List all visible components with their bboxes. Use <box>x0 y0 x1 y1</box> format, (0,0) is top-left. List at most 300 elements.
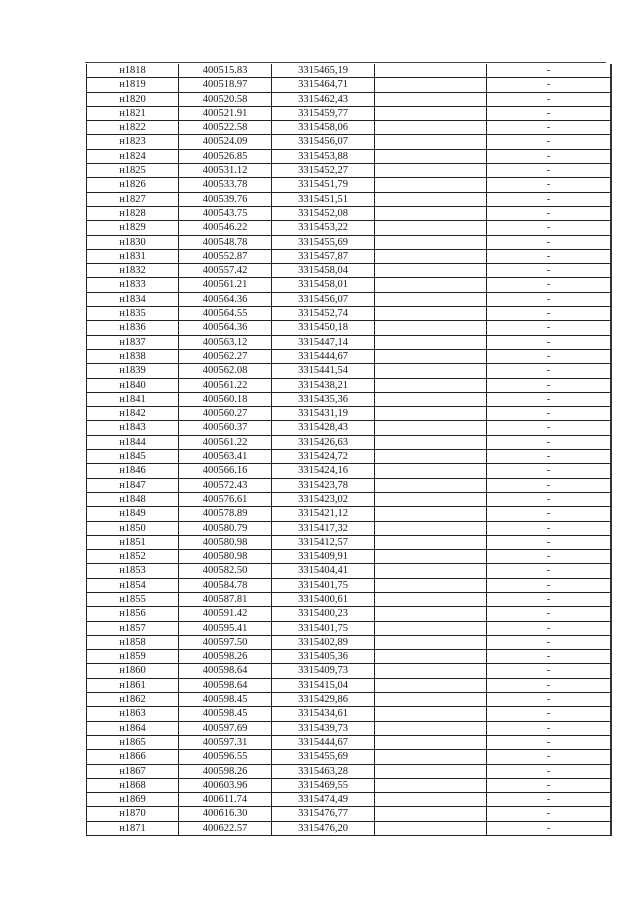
y-coordinate-cell: 3315463,28 <box>272 764 375 778</box>
table-row <box>87 106 612 120</box>
x-coordinate-cell: 400598.26 <box>179 650 272 664</box>
x-coordinate-cell: 400560.37 <box>179 421 272 435</box>
point-number-cell: н1858 <box>87 635 179 649</box>
y-coordinate-cell: 3315409,73 <box>272 664 375 678</box>
table-row <box>87 392 612 406</box>
empty-cell <box>375 392 487 406</box>
empty-cell <box>375 307 487 321</box>
y-coordinate-cell: 3315453,22 <box>272 221 375 235</box>
x-coordinate-cell: 400521.91 <box>179 106 272 120</box>
x-coordinate-cell: 400595.41 <box>179 621 272 635</box>
point-number-cell: н1828 <box>87 206 179 220</box>
point-number-cell: н1857 <box>87 621 179 635</box>
empty-cell <box>375 321 487 335</box>
x-coordinate-cell: 400622.57 <box>179 821 272 835</box>
x-coordinate-cell: 400562.08 <box>179 364 272 378</box>
point-number-cell: н1834 <box>87 292 179 306</box>
note-cell: - <box>487 507 612 521</box>
table-row <box>87 135 612 149</box>
note-cell: - <box>487 764 612 778</box>
note-cell: - <box>487 178 612 192</box>
empty-cell <box>375 349 487 363</box>
note-cell: - <box>487 707 612 721</box>
y-coordinate-cell: 3315476,20 <box>272 821 375 835</box>
x-coordinate-cell: 400572.43 <box>179 478 272 492</box>
note-cell: - <box>487 78 612 92</box>
y-coordinate-cell: 3315431,19 <box>272 407 375 421</box>
point-number-cell: н1860 <box>87 664 179 678</box>
point-number-cell: н1863 <box>87 707 179 721</box>
table-row <box>87 378 612 392</box>
y-coordinate-cell: 3315426,63 <box>272 435 375 449</box>
empty-cell <box>375 364 487 378</box>
point-number-cell: н1870 <box>87 807 179 821</box>
empty-cell <box>375 550 487 564</box>
empty-cell <box>375 721 487 735</box>
y-coordinate-cell: 3315412,57 <box>272 535 375 549</box>
y-coordinate-cell: 3315402,89 <box>272 635 375 649</box>
note-cell: - <box>487 650 612 664</box>
empty-cell <box>375 778 487 792</box>
y-coordinate-cell: 3315464,71 <box>272 78 375 92</box>
table-row <box>87 478 612 492</box>
note-cell: - <box>487 407 612 421</box>
table-row <box>87 421 612 435</box>
y-coordinate-cell: 3315405,36 <box>272 650 375 664</box>
note-cell: - <box>487 778 612 792</box>
x-coordinate-cell: 400526.85 <box>179 149 272 163</box>
table-row <box>87 307 612 321</box>
point-number-cell: н1833 <box>87 278 179 292</box>
empty-cell <box>375 206 487 220</box>
note-cell: - <box>487 821 612 835</box>
x-coordinate-cell: 400524.09 <box>179 135 272 149</box>
y-coordinate-cell: 3315404,41 <box>272 564 375 578</box>
point-number-cell: н1869 <box>87 793 179 807</box>
empty-cell <box>375 435 487 449</box>
table-row <box>87 507 612 521</box>
empty-cell <box>375 178 487 192</box>
empty-cell <box>375 521 487 535</box>
empty-cell <box>375 378 487 392</box>
note-cell: - <box>487 307 612 321</box>
empty-cell <box>375 278 487 292</box>
note-cell: - <box>487 464 612 478</box>
x-coordinate-cell: 400564.36 <box>179 292 272 306</box>
table-row <box>87 192 612 206</box>
table-row <box>87 592 612 606</box>
note-cell: - <box>487 678 612 692</box>
y-coordinate-cell: 3315452,27 <box>272 164 375 178</box>
empty-cell <box>375 221 487 235</box>
note-cell: - <box>487 535 612 549</box>
point-number-cell: н1859 <box>87 650 179 664</box>
point-number-cell: н1824 <box>87 149 179 163</box>
table-row <box>87 492 612 506</box>
point-number-cell: н1844 <box>87 435 179 449</box>
point-number-cell: н1838 <box>87 349 179 363</box>
table-row <box>87 264 612 278</box>
note-cell: - <box>487 278 612 292</box>
table-row <box>87 235 612 249</box>
point-number-cell: н1846 <box>87 464 179 478</box>
point-number-cell: н1822 <box>87 121 179 135</box>
table-row <box>87 364 612 378</box>
x-coordinate-cell: 400560.18 <box>179 392 272 406</box>
x-coordinate-cell: 400563.41 <box>179 450 272 464</box>
point-number-cell: н1865 <box>87 735 179 749</box>
point-number-cell: н1832 <box>87 264 179 278</box>
y-coordinate-cell: 3315455,69 <box>272 235 375 249</box>
point-number-cell: н1842 <box>87 407 179 421</box>
point-number-cell: н1853 <box>87 564 179 578</box>
point-number-cell: н1850 <box>87 521 179 535</box>
empty-cell <box>375 407 487 421</box>
table-row <box>87 735 612 749</box>
x-coordinate-cell: 400598.26 <box>179 764 272 778</box>
y-coordinate-cell: 3315450,18 <box>272 321 375 335</box>
point-number-cell: н1849 <box>87 507 179 521</box>
empty-cell <box>375 192 487 206</box>
x-coordinate-cell: 400531.12 <box>179 164 272 178</box>
empty-cell <box>375 821 487 835</box>
x-coordinate-cell: 400561.22 <box>179 378 272 392</box>
note-cell: - <box>487 106 612 120</box>
y-coordinate-cell: 3315456,07 <box>272 292 375 306</box>
y-coordinate-cell: 3315474,49 <box>272 793 375 807</box>
empty-cell <box>375 592 487 606</box>
x-coordinate-cell: 400580.98 <box>179 535 272 549</box>
coordinates-table <box>86 64 612 836</box>
x-coordinate-cell: 400533.78 <box>179 178 272 192</box>
table-row <box>87 335 612 349</box>
table-row <box>87 164 612 178</box>
empty-cell <box>375 106 487 120</box>
note-cell: - <box>487 378 612 392</box>
note-cell: - <box>487 564 612 578</box>
note-cell: - <box>487 450 612 464</box>
empty-cell <box>375 335 487 349</box>
y-coordinate-cell: 3315444,67 <box>272 349 375 363</box>
point-number-cell: н1852 <box>87 550 179 564</box>
point-number-cell: н1840 <box>87 378 179 392</box>
x-coordinate-cell: 400546.22 <box>179 221 272 235</box>
point-number-cell: н1855 <box>87 592 179 606</box>
table-row <box>87 793 612 807</box>
x-coordinate-cell: 400520.58 <box>179 92 272 106</box>
y-coordinate-cell: 3315459,77 <box>272 106 375 120</box>
empty-cell <box>375 621 487 635</box>
x-coordinate-cell: 400597.50 <box>179 635 272 649</box>
y-coordinate-cell: 3315434,61 <box>272 707 375 721</box>
table-row <box>87 178 612 192</box>
y-coordinate-cell: 3315451,79 <box>272 178 375 192</box>
y-coordinate-cell: 3315424,16 <box>272 464 375 478</box>
y-coordinate-cell: 3315423,78 <box>272 478 375 492</box>
y-coordinate-cell: 3315401,75 <box>272 578 375 592</box>
empty-cell <box>375 764 487 778</box>
x-coordinate-cell: 400564.55 <box>179 307 272 321</box>
table-row <box>87 407 612 421</box>
table-row <box>87 221 612 235</box>
note-cell: - <box>487 793 612 807</box>
point-number-cell: н1835 <box>87 307 179 321</box>
x-coordinate-cell: 400582.50 <box>179 564 272 578</box>
empty-cell <box>375 235 487 249</box>
y-coordinate-cell: 3315476,77 <box>272 807 375 821</box>
x-coordinate-cell: 400596.55 <box>179 750 272 764</box>
x-coordinate-cell: 400598.45 <box>179 707 272 721</box>
point-number-cell: н1841 <box>87 392 179 406</box>
y-coordinate-cell: 3315401,75 <box>272 621 375 635</box>
y-coordinate-cell: 3315400,23 <box>272 607 375 621</box>
empty-cell <box>375 292 487 306</box>
y-coordinate-cell: 3315458,01 <box>272 278 375 292</box>
x-coordinate-cell: 400580.98 <box>179 550 272 564</box>
table-row <box>87 564 612 578</box>
empty-cell <box>375 507 487 521</box>
x-coordinate-cell: 400563.12 <box>179 335 272 349</box>
x-coordinate-cell: 400564.36 <box>179 321 272 335</box>
table-row <box>87 149 612 163</box>
point-number-cell: н1820 <box>87 92 179 106</box>
point-number-cell: н1821 <box>87 106 179 120</box>
empty-cell <box>375 92 487 106</box>
table-top-border <box>85 62 606 63</box>
y-coordinate-cell: 3315428,43 <box>272 421 375 435</box>
y-coordinate-cell: 3315451,51 <box>272 192 375 206</box>
y-coordinate-cell: 3315423,02 <box>272 492 375 506</box>
table-row <box>87 750 612 764</box>
y-coordinate-cell: 3315438,21 <box>272 378 375 392</box>
table-row <box>87 521 612 535</box>
y-coordinate-cell: 3315439,73 <box>272 721 375 735</box>
y-coordinate-cell: 3315462,43 <box>272 92 375 106</box>
note-cell: - <box>487 249 612 263</box>
y-coordinate-cell: 3315444,67 <box>272 735 375 749</box>
table-row <box>87 764 612 778</box>
table-row <box>87 249 612 263</box>
table-row <box>87 464 612 478</box>
empty-cell <box>375 678 487 692</box>
table-row <box>87 721 612 735</box>
note-cell: - <box>487 592 612 606</box>
note-cell: - <box>487 492 612 506</box>
x-coordinate-cell: 400598.64 <box>179 664 272 678</box>
x-coordinate-cell: 400548.78 <box>179 235 272 249</box>
table-row <box>87 78 612 92</box>
table-row <box>87 450 612 464</box>
empty-cell <box>375 78 487 92</box>
point-number-cell: н1871 <box>87 821 179 835</box>
x-coordinate-cell: 400611.74 <box>179 793 272 807</box>
note-cell: - <box>487 221 612 235</box>
table-row <box>87 292 612 306</box>
x-coordinate-cell: 400591.42 <box>179 607 272 621</box>
empty-cell <box>375 535 487 549</box>
point-number-cell: н1851 <box>87 535 179 549</box>
point-number-cell: н1856 <box>87 607 179 621</box>
note-cell: - <box>487 607 612 621</box>
note-cell: - <box>487 392 612 406</box>
note-cell: - <box>487 235 612 249</box>
x-coordinate-cell: 400522.58 <box>179 121 272 135</box>
empty-cell <box>375 578 487 592</box>
y-coordinate-cell: 3315435,36 <box>272 392 375 406</box>
empty-cell <box>375 664 487 678</box>
x-coordinate-cell: 400587.81 <box>179 592 272 606</box>
note-cell: - <box>487 693 612 707</box>
y-coordinate-cell: 3315429,86 <box>272 693 375 707</box>
point-number-cell: н1818 <box>87 64 179 78</box>
table-row <box>87 650 612 664</box>
x-coordinate-cell: 400578.89 <box>179 507 272 521</box>
table-row <box>87 578 612 592</box>
empty-cell <box>375 478 487 492</box>
empty-cell <box>375 693 487 707</box>
empty-cell <box>375 793 487 807</box>
point-number-cell: н1854 <box>87 578 179 592</box>
y-coordinate-cell: 3315452,74 <box>272 307 375 321</box>
note-cell: - <box>487 664 612 678</box>
table-row <box>87 278 612 292</box>
table-row <box>87 92 612 106</box>
note-cell: - <box>487 735 612 749</box>
point-number-cell: н1868 <box>87 778 179 792</box>
table-row <box>87 206 612 220</box>
y-coordinate-cell: 3315453,88 <box>272 149 375 163</box>
note-cell: - <box>487 807 612 821</box>
x-coordinate-cell: 400561.21 <box>179 278 272 292</box>
x-coordinate-cell: 400576.61 <box>179 492 272 506</box>
table-row <box>87 621 612 635</box>
y-coordinate-cell: 3315441,54 <box>272 364 375 378</box>
x-coordinate-cell: 400560.27 <box>179 407 272 421</box>
note-cell: - <box>487 92 612 106</box>
y-coordinate-cell: 3315458,04 <box>272 264 375 278</box>
note-cell: - <box>487 364 612 378</box>
empty-cell <box>375 607 487 621</box>
empty-cell <box>375 750 487 764</box>
point-number-cell: н1845 <box>87 450 179 464</box>
empty-cell <box>375 735 487 749</box>
table-row <box>87 635 612 649</box>
x-coordinate-cell: 400562.27 <box>179 349 272 363</box>
note-cell: - <box>487 206 612 220</box>
y-coordinate-cell: 3315400,61 <box>272 592 375 606</box>
y-coordinate-cell: 3315447,14 <box>272 335 375 349</box>
y-coordinate-cell: 3315458,06 <box>272 121 375 135</box>
table-row <box>87 693 612 707</box>
note-cell: - <box>487 421 612 435</box>
empty-cell <box>375 249 487 263</box>
y-coordinate-cell: 3315457,87 <box>272 249 375 263</box>
note-cell: - <box>487 292 612 306</box>
note-cell: - <box>487 721 612 735</box>
table-row <box>87 778 612 792</box>
x-coordinate-cell: 400603.96 <box>179 778 272 792</box>
x-coordinate-cell: 400561.22 <box>179 435 272 449</box>
point-number-cell: н1836 <box>87 321 179 335</box>
note-cell: - <box>487 750 612 764</box>
empty-cell <box>375 64 487 78</box>
x-coordinate-cell: 400597.69 <box>179 721 272 735</box>
point-number-cell: н1825 <box>87 164 179 178</box>
point-number-cell: н1837 <box>87 335 179 349</box>
table-row <box>87 821 612 835</box>
table-row <box>87 121 612 135</box>
point-number-cell: н1827 <box>87 192 179 206</box>
x-coordinate-cell: 400543.75 <box>179 206 272 220</box>
x-coordinate-cell: 400557.42 <box>179 264 272 278</box>
note-cell: - <box>487 635 612 649</box>
note-cell: - <box>487 149 612 163</box>
empty-cell <box>375 421 487 435</box>
empty-cell <box>375 135 487 149</box>
x-coordinate-cell: 400539.76 <box>179 192 272 206</box>
note-cell: - <box>487 349 612 363</box>
y-coordinate-cell: 3315469,55 <box>272 778 375 792</box>
point-number-cell: н1831 <box>87 249 179 263</box>
table-row <box>87 550 612 564</box>
point-number-cell: н1826 <box>87 178 179 192</box>
coordinates-table-body <box>87 64 612 836</box>
point-number-cell: н1823 <box>87 135 179 149</box>
y-coordinate-cell: 3315417,32 <box>272 521 375 535</box>
empty-cell <box>375 807 487 821</box>
note-cell: - <box>487 192 612 206</box>
table-row <box>87 435 612 449</box>
empty-cell <box>375 564 487 578</box>
empty-cell <box>375 149 487 163</box>
point-number-cell: н1819 <box>87 78 179 92</box>
point-number-cell: н1866 <box>87 750 179 764</box>
y-coordinate-cell: 3315409,91 <box>272 550 375 564</box>
x-coordinate-cell: 400515.83 <box>179 64 272 78</box>
x-coordinate-cell: 400598.45 <box>179 693 272 707</box>
note-cell: - <box>487 550 612 564</box>
y-coordinate-cell: 3315424,72 <box>272 450 375 464</box>
x-coordinate-cell: 400580.79 <box>179 521 272 535</box>
x-coordinate-cell: 400584.78 <box>179 578 272 592</box>
table-row <box>87 807 612 821</box>
point-number-cell: н1861 <box>87 678 179 692</box>
x-coordinate-cell: 400597.31 <box>179 735 272 749</box>
x-coordinate-cell: 400518.97 <box>179 78 272 92</box>
y-coordinate-cell: 3315415,04 <box>272 678 375 692</box>
y-coordinate-cell: 3315421,12 <box>272 507 375 521</box>
empty-cell <box>375 164 487 178</box>
note-cell: - <box>487 321 612 335</box>
point-number-cell: н1847 <box>87 478 179 492</box>
note-cell: - <box>487 164 612 178</box>
y-coordinate-cell: 3315452,08 <box>272 206 375 220</box>
x-coordinate-cell: 400598.64 <box>179 678 272 692</box>
y-coordinate-cell: 3315465,19 <box>272 64 375 78</box>
table-row <box>87 664 612 678</box>
x-coordinate-cell: 400566.16 <box>179 464 272 478</box>
y-coordinate-cell: 3315455,69 <box>272 750 375 764</box>
table-row <box>87 349 612 363</box>
empty-cell <box>375 464 487 478</box>
note-cell: - <box>487 435 612 449</box>
table-row <box>87 64 612 78</box>
note-cell: - <box>487 578 612 592</box>
table-row <box>87 607 612 621</box>
note-cell: - <box>487 264 612 278</box>
note-cell: - <box>487 335 612 349</box>
empty-cell <box>375 707 487 721</box>
